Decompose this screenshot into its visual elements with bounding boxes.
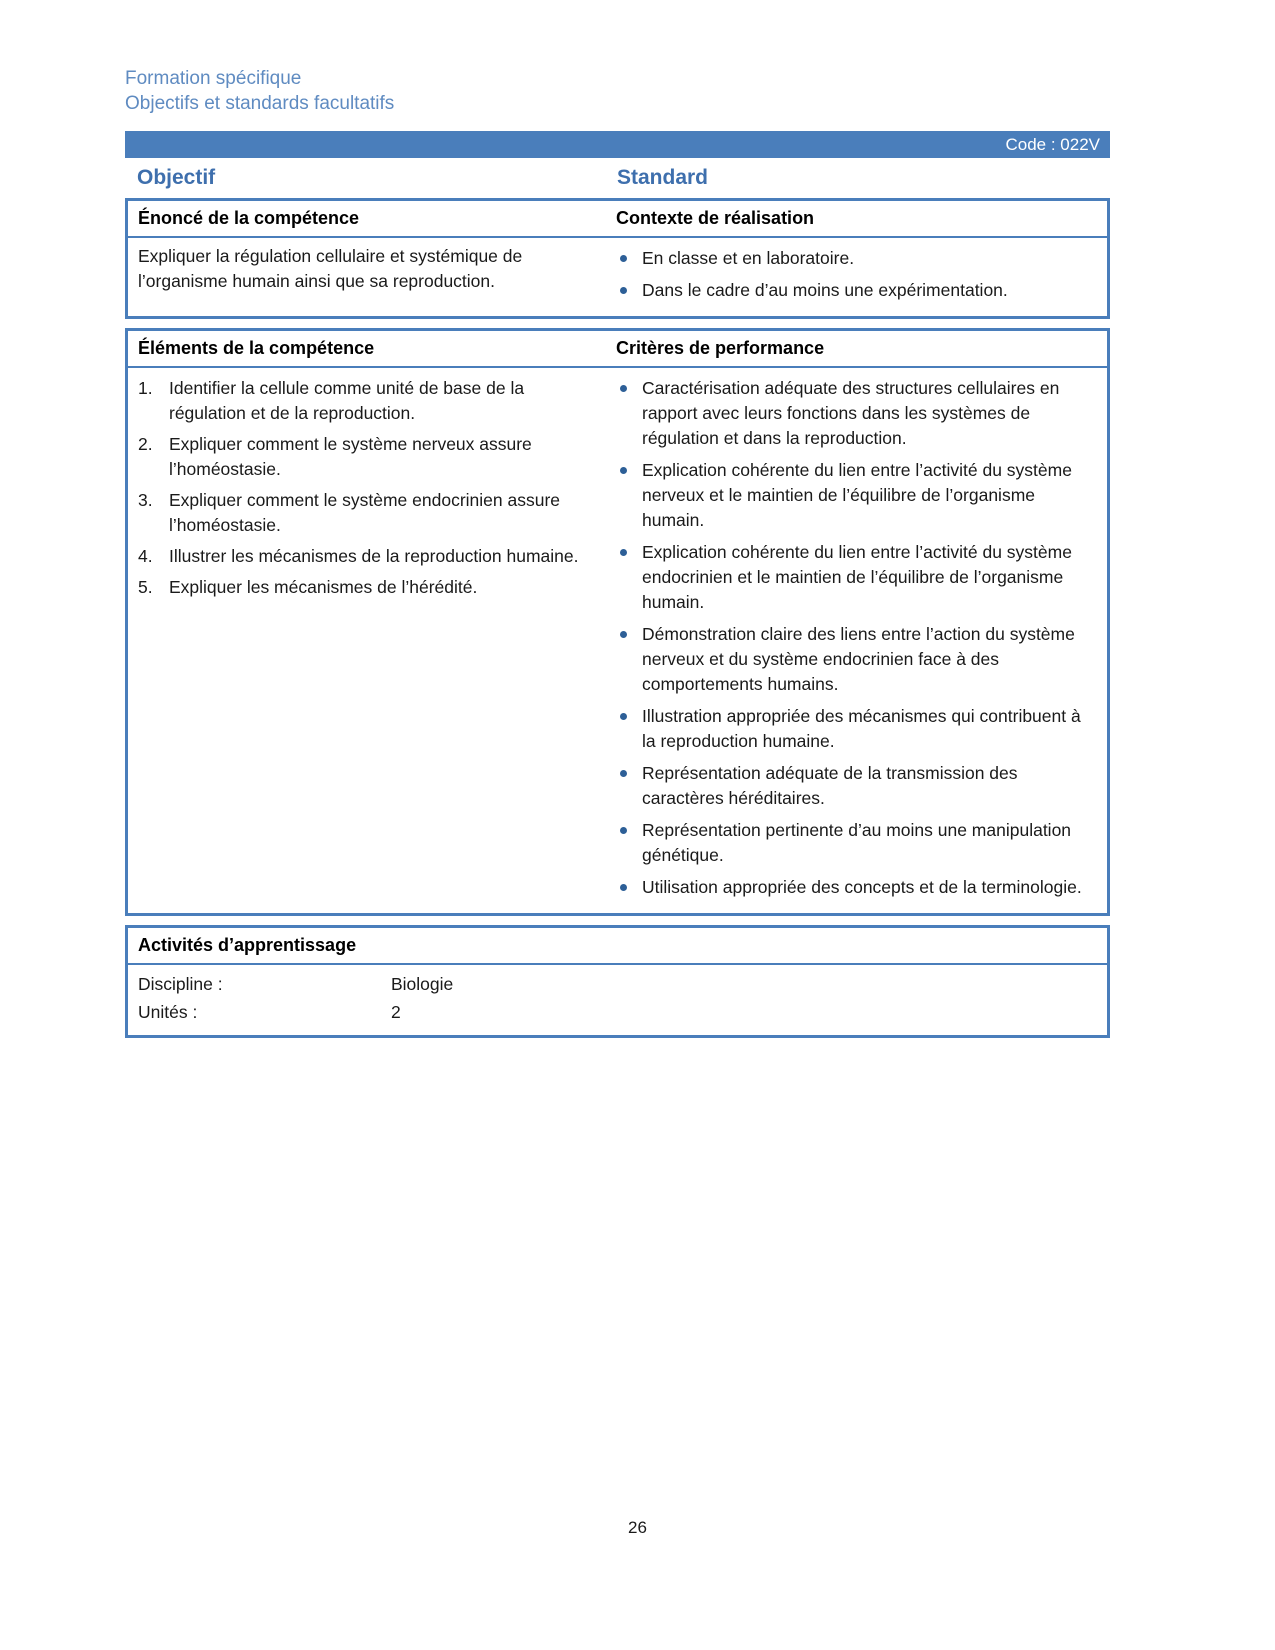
bullet-icon — [620, 827, 627, 834]
activites-table — [125, 925, 1110, 1038]
list-item-text: Démonstration claire des liens entre l’action du système nerveux et du système endocrinien face à des comportements humains. — [642, 624, 1075, 694]
list-item — [614, 704, 1093, 754]
list-item — [138, 575, 600, 600]
table-header-row — [128, 928, 1107, 965]
list-item-text: En classe et en laboratoire. — [642, 248, 855, 268]
table-row — [138, 998, 1097, 1026]
doc-header — [125, 66, 1110, 116]
bullet-icon — [620, 713, 627, 720]
column-titles — [125, 162, 1110, 198]
list-item-number: 3. — [138, 490, 153, 510]
row-value: Biologie — [391, 974, 454, 994]
enonce-contexte-table — [125, 198, 1110, 319]
list-item-text: Caractérisation adéquate des structures cellulaires en rapport avec leurs fonctions dans les systèmes de régulation et dans la reproduction. — [642, 378, 1060, 448]
criteres-bullet-list — [606, 368, 1107, 913]
list-item-text: Illustration appropriée des mécanismes qui contribuent à la reproduction humaine. — [642, 706, 1081, 751]
contexte-bullet-list — [606, 238, 1107, 316]
criteres-cell — [606, 368, 1107, 913]
list-item — [614, 278, 1093, 303]
list-item — [138, 544, 600, 569]
list-item — [614, 458, 1093, 533]
enonce-text: Expliquer la régulation cellulaire et systémique de l’organisme humain ainsi que sa reproduction. — [138, 246, 523, 291]
list-item-text: Expliquer comment le système endocrinien assure l’homéostasie. — [169, 490, 561, 535]
section-subtitle: Objectifs et standards facultatifs — [125, 93, 395, 114]
list-item-text: Représentation pertinente d’au moins une manipulation génétique. — [642, 820, 1072, 865]
document-page — [125, 66, 1110, 1047]
list-item — [614, 246, 1093, 271]
contexte-header: Contexte de réalisation — [616, 208, 815, 228]
list-item-text: Explication cohérente du lien entre l’activité du système nerveux et le maintien de l’équilibre de l’organisme humain. — [642, 460, 1072, 530]
row-label: Discipline : — [138, 974, 223, 994]
list-item-text: Expliquer les mécanismes de l’hérédité. — [169, 577, 478, 597]
list-item — [138, 432, 600, 482]
table-header-row — [128, 201, 1107, 238]
table-body-row — [128, 238, 1107, 316]
list-item — [614, 622, 1093, 697]
standard-title: Standard — [617, 166, 709, 189]
enonce-header: Énoncé de la compétence — [138, 208, 360, 228]
list-item — [614, 540, 1093, 615]
list-item-text: Expliquer comment le système nerveux assure l’homéostasie. — [169, 434, 532, 479]
elements-numbered-list — [128, 368, 606, 612]
elements-header: Éléments de la compétence — [138, 338, 375, 358]
elements-cell — [128, 368, 606, 913]
list-item — [614, 818, 1093, 868]
bullet-icon — [620, 631, 627, 638]
elements-criteres-table — [125, 328, 1110, 916]
list-item-number: 5. — [138, 577, 153, 597]
list-item-text: Explication cohérente du lien entre l’activité du système endocrinien et le maintien de l’équilibre de l’organisme humain. — [642, 542, 1072, 612]
list-item-text: Utilisation appropriée des concepts et de la terminologie. — [642, 877, 1082, 897]
list-item — [614, 761, 1093, 811]
list-item-number: 4. — [138, 546, 153, 566]
list-item-text: Illustrer les mécanismes de la reproduction humaine. — [169, 546, 579, 566]
bullet-icon — [620, 467, 627, 474]
page-number: 26 — [628, 1518, 647, 1537]
list-item — [614, 376, 1093, 451]
table-header-row — [128, 331, 1107, 368]
code-bar — [125, 131, 1110, 158]
section-title: Formation spécifique — [125, 68, 302, 89]
row-label: Unités : — [138, 1002, 198, 1022]
bullet-icon — [620, 549, 627, 556]
bullet-icon — [620, 770, 627, 777]
list-item-text: Dans le cadre d’au moins une expérimentation. — [642, 280, 1008, 300]
row-value: 2 — [391, 1002, 401, 1022]
list-item — [138, 376, 600, 426]
list-item-text: Représentation adéquate de la transmission des caractères héréditaires. — [642, 763, 1018, 808]
table-body-row — [128, 368, 1107, 913]
list-item-number: 2. — [138, 434, 153, 454]
bullet-icon — [620, 255, 627, 262]
criteres-header: Critères de performance — [616, 338, 825, 358]
activites-rows — [128, 965, 1107, 1035]
table-row — [138, 970, 1097, 998]
contexte-cell — [606, 238, 1107, 316]
list-item — [138, 488, 600, 538]
list-item — [614, 875, 1093, 900]
bullet-icon — [620, 385, 627, 392]
list-item-number: 1. — [138, 378, 153, 398]
objectif-title: Objectif — [137, 166, 216, 189]
bullet-icon — [620, 884, 627, 891]
code-label: Code : 022V — [1005, 135, 1100, 154]
bullet-icon — [620, 287, 627, 294]
list-item-text: Identifier la cellule comme unité de base de la régulation et de la reproduction. — [169, 378, 525, 423]
activites-header: Activités d’apprentissage — [138, 935, 357, 955]
